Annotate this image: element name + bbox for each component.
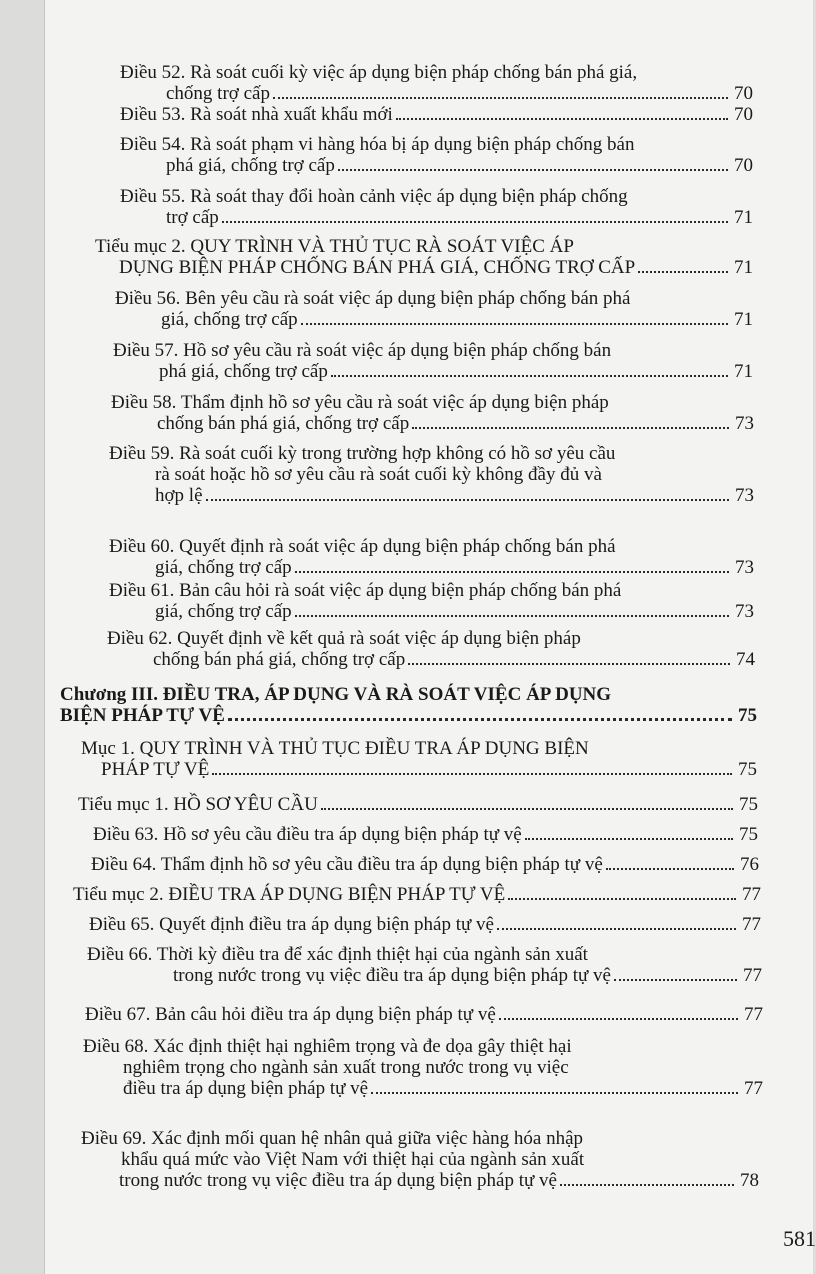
leader-dots bbox=[614, 979, 737, 981]
page-ref: 70 bbox=[734, 104, 753, 125]
entry-line: Điều 60. Quyết định rà soát việc áp dụng biện pháp chống bán phá bbox=[109, 536, 616, 557]
entry-line: giá, chống trợ cấp bbox=[161, 309, 298, 330]
entry-line: Điều 64. Thẩm định hồ sơ yêu cầu điều tra áp dụng biện pháp tự vệ bbox=[91, 854, 603, 875]
entry-line: nghiêm trọng cho ngành sản xuất trong nước trong vụ việc bbox=[123, 1057, 569, 1078]
toc-entry bbox=[120, 134, 753, 176]
toc-entry bbox=[107, 628, 755, 670]
page-ref: 75 bbox=[738, 705, 757, 726]
leader-dots bbox=[396, 118, 728, 120]
entry-line: Điều 61. Bản câu hỏi rà soát việc áp dụng biện pháp chống bán phá bbox=[109, 580, 622, 601]
entry-line: trong nước trong vụ việc điều tra áp dụng biện pháp tự vệ bbox=[173, 965, 611, 986]
toc-entry bbox=[87, 944, 762, 986]
book-page bbox=[44, 0, 816, 1274]
entry-line: Điều 57. Hồ sơ yêu cầu rà soát việc áp dụng biện pháp chống bán bbox=[113, 340, 612, 361]
page-ref: 73 bbox=[735, 485, 754, 506]
entry-line: chống bán phá giá, chống trợ cấp bbox=[153, 649, 406, 670]
leader-dots bbox=[412, 427, 729, 429]
entry-line: điều tra áp dụng biện pháp tự vệ bbox=[123, 1078, 369, 1099]
toc-entry bbox=[120, 186, 753, 228]
toc-entry bbox=[81, 738, 757, 780]
entry-line: Điều 59. Rà soát cuối kỳ trong trường hợp không có hồ sơ yêu cầu bbox=[109, 443, 616, 464]
toc-entry bbox=[111, 392, 754, 434]
page-ref: 73 bbox=[735, 601, 754, 622]
page-ref: 77 bbox=[743, 965, 762, 986]
leader-dots bbox=[497, 928, 736, 930]
leader-dots bbox=[338, 169, 728, 171]
page-ref: 73 bbox=[735, 557, 754, 578]
page-ref: 74 bbox=[736, 649, 755, 670]
entry-line: trợ cấp bbox=[166, 207, 219, 228]
entry-line: Điều 58. Thẩm định hồ sơ yêu cầu rà soát việc áp dụng biện pháp bbox=[111, 392, 609, 413]
leader-dots bbox=[499, 1018, 738, 1020]
leader-dots bbox=[525, 838, 733, 840]
entry-line: Điều 67. Bản câu hỏi điều tra áp dụng biện pháp tự vệ bbox=[85, 1004, 496, 1025]
entry-line: Tiểu mục 2. QUY TRÌNH VÀ THỦ TỤC RÀ SOÁT VIỆC ÁP bbox=[95, 236, 574, 257]
toc-entry bbox=[78, 794, 758, 815]
page-ref: 75 bbox=[738, 759, 757, 780]
leader-dots bbox=[606, 868, 734, 870]
entry-line: Tiểu mục 1. HỒ SƠ YÊU CẦU bbox=[78, 794, 318, 815]
entry-line: DỤNG BIỆN PHÁP CHỐNG BÁN PHÁ GIÁ, CHỐNG TRỢ CẤP bbox=[119, 257, 636, 278]
toc-entry bbox=[109, 443, 754, 506]
entry-line: Điều 53. Rà soát nhà xuất khẩu mới bbox=[120, 104, 393, 125]
entry-line: Điều 54. Rà soát phạm vi hàng hóa bị áp dụng biện pháp chống bán bbox=[120, 134, 635, 155]
page-ref: 77 bbox=[742, 884, 761, 905]
toc-entry bbox=[109, 536, 754, 578]
leader-dots bbox=[331, 375, 728, 377]
toc-entry bbox=[73, 884, 761, 905]
entry-line: Mục 1. QUY TRÌNH VÀ THỦ TỤC ĐIỀU TRA ÁP DỤNG BIỆN bbox=[81, 738, 589, 759]
toc-entry bbox=[81, 1128, 759, 1191]
toc-entry bbox=[89, 914, 761, 935]
toc-entry bbox=[95, 236, 753, 278]
page-ref: 71 bbox=[734, 361, 753, 382]
toc-entry bbox=[120, 104, 753, 125]
entry-line: Điều 62. Quyết định về kết quả rà soát việc áp dụng biện pháp bbox=[107, 628, 581, 649]
entry-line: giá, chống trợ cấp bbox=[155, 601, 292, 622]
page-ref: 70 bbox=[734, 83, 753, 104]
entry-line: Tiểu mục 2. ĐIỀU TRA ÁP DỤNG BIỆN PHÁP TỰ VỆ bbox=[73, 884, 506, 905]
entry-line: Chương III. ĐIỀU TRA, ÁP DỤNG VÀ RÀ SOÁT VIỆC ÁP DỤNG bbox=[60, 684, 612, 705]
leader-dots bbox=[273, 97, 728, 99]
entry-line: Điều 56. Bên yêu cầu rà soát việc áp dụng biện pháp chống bán phá bbox=[115, 288, 631, 309]
leader-dots bbox=[295, 615, 729, 617]
entry-line: giá, chống trợ cấp bbox=[155, 557, 292, 578]
leader-dots bbox=[560, 1184, 734, 1186]
page-ref: 78 bbox=[740, 1170, 759, 1191]
toc-entry bbox=[113, 340, 753, 382]
leader-dots bbox=[212, 773, 732, 775]
entry-line: Điều 65. Quyết định điều tra áp dụng biện pháp tự vệ bbox=[89, 914, 494, 935]
entry-line: Điều 66. Thời kỳ điều tra để xác định thiệt hại của ngành sản xuất bbox=[87, 944, 588, 965]
entry-line: rà soát hoặc hồ sơ yêu cầu rà soát cuối kỳ không đầy đủ và bbox=[155, 464, 602, 485]
page-ref: 70 bbox=[734, 155, 753, 176]
page-ref: 77 bbox=[742, 914, 761, 935]
entry-line: khẩu quá mức vào Việt Nam với thiệt hại của ngành sản xuất bbox=[121, 1149, 585, 1170]
toc-entry-chapter bbox=[60, 684, 757, 726]
leader-dots bbox=[295, 571, 729, 573]
entry-line: Điều 55. Rà soát thay đổi hoàn cảnh việc áp dụng biện pháp chống bbox=[120, 186, 628, 207]
toc-entry bbox=[83, 1036, 763, 1099]
entry-line: PHÁP TỰ VỆ bbox=[101, 759, 210, 780]
page-ref: 71 bbox=[734, 207, 753, 228]
leader-dots bbox=[508, 898, 736, 900]
toc-entry bbox=[115, 288, 753, 330]
page-ref: 71 bbox=[734, 257, 753, 278]
leader-dots bbox=[638, 271, 728, 273]
leader-dots bbox=[321, 808, 733, 810]
entry-line: chống trợ cấp bbox=[166, 83, 270, 104]
toc-entry bbox=[93, 824, 758, 845]
entry-line: phá giá, chống trợ cấp bbox=[166, 155, 335, 176]
entry-line: Điều 68. Xác định thiệt hại nghiêm trọng và đe dọa gây thiệt hại bbox=[83, 1036, 572, 1057]
entry-line: trong nước trong vụ việc điều tra áp dụng biện pháp tự vệ bbox=[119, 1170, 557, 1191]
toc-entry bbox=[91, 854, 759, 875]
toc-entry bbox=[85, 1004, 763, 1025]
page-ref: 71 bbox=[734, 309, 753, 330]
page-ref: 73 bbox=[735, 413, 754, 434]
page-ref: 77 bbox=[744, 1078, 763, 1099]
entry-line: chống bán phá giá, chống trợ cấp bbox=[157, 413, 410, 434]
page-ref: 76 bbox=[740, 854, 759, 875]
leader-dots bbox=[301, 323, 728, 325]
leader-dots bbox=[408, 663, 730, 665]
page-ref: 77 bbox=[744, 1004, 763, 1025]
leader-dots bbox=[228, 718, 732, 721]
entry-line: Điều 69. Xác định mối quan hệ nhân quả giữa việc hàng hóa nhập bbox=[81, 1128, 584, 1149]
entry-line: hợp lệ bbox=[155, 485, 203, 506]
page-ref: 75 bbox=[739, 794, 758, 815]
leader-dots bbox=[222, 221, 728, 223]
leader-dots bbox=[206, 499, 729, 501]
leader-dots bbox=[371, 1092, 738, 1094]
toc-entry bbox=[120, 62, 753, 104]
entry-line: BIỆN PHÁP TỰ VỆ bbox=[60, 705, 225, 726]
entry-line: Điều 63. Hồ sơ yêu cầu điều tra áp dụng biện pháp tự vệ bbox=[93, 824, 522, 845]
page-number: 581 bbox=[783, 1226, 816, 1251]
page-ref: 75 bbox=[739, 824, 758, 845]
entry-line: phá giá, chống trợ cấp bbox=[159, 361, 328, 382]
entry-line: Điều 52. Rà soát cuối kỳ việc áp dụng biện pháp chống bán phá giá, bbox=[120, 62, 638, 83]
toc-entry bbox=[109, 580, 754, 622]
